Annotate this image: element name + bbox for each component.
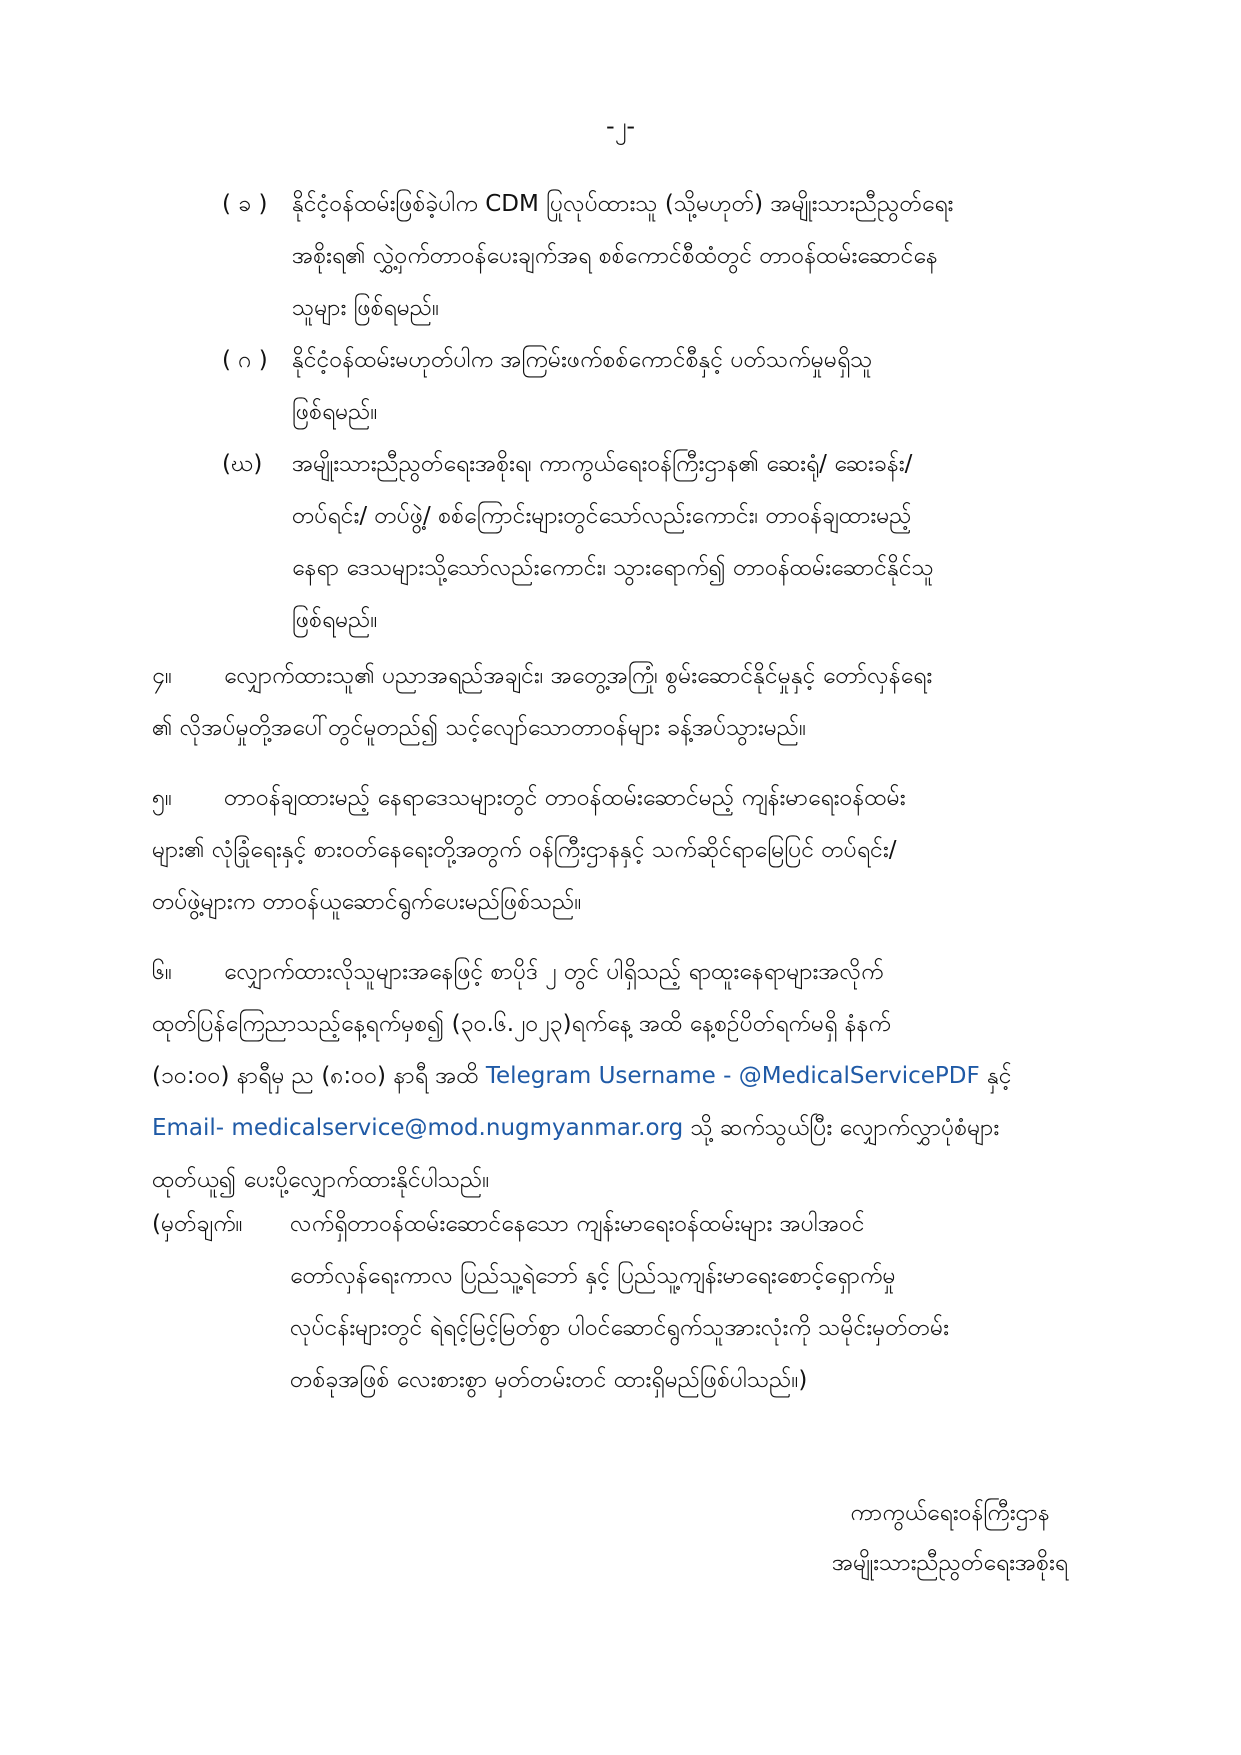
text-line: ဖြစ်ရမည်။ (292, 399, 378, 425)
paragraph-4 (152, 650, 1134, 754)
signature-ministry: ကာကွယ်ရေးဝန်ကြီးဌာန (850, 1500, 1050, 1526)
text-line: သူများ ဖြစ်ရမည်။ (292, 295, 440, 321)
paragraph-number: ၆။ (152, 959, 172, 985)
text-line: တပ်ဖွဲ့များက တာဝန်ယူဆောင်ရွက်ပေးမည်ဖြစ်သည်။ (152, 889, 582, 915)
signature-government: အမျိုးသားညီညွတ်ရေးအစိုးရ (831, 1550, 1069, 1576)
sub-item-kha (222, 178, 1134, 334)
text-line: နိုင်ငံ့ဝန်ထမ်းမဟုတ်ပါက အကြမ်းဖက်စစ်ကောင်စီနှင့် ပတ်သက်မှုမရှိသူ (292, 347, 873, 373)
sub-item-content (292, 178, 1134, 334)
text-line: ၏ လိုအပ်မှုတို့အပေါ်တွင်မူတည်၍ သင့်လျော်သောတာဝန်များ ခန့်အပ်သွားမည်။ (152, 715, 807, 741)
text-line: Email- medicalservice@mod.nugmyanmar.org သို့ ဆက်သွယ်ပြီး လျှောက်လွှာပုံစံများ (152, 1115, 1000, 1141)
sub-item-content (292, 438, 1134, 646)
text-line: (၁၀:၀၀) နာရီမှ ည (၈:၀၀) နာရီ အထိ Telegram Username - @MedicalServicePDF နှင့် (152, 1063, 1012, 1089)
text-line: ဖြစ်ရမည်။ (292, 607, 378, 633)
note-body (290, 1198, 1134, 1406)
signature-block (760, 1488, 1140, 1588)
sub-item-ga (222, 334, 1134, 438)
sub-item-gha (222, 438, 1134, 646)
paragraph-number: ၅။ (152, 785, 172, 811)
telegram-link[interactable]: Telegram Username - @MedicalServicePDF (485, 1063, 980, 1089)
email-link[interactable]: Email- medicalservice@mod.nugmyanmar.org (152, 1115, 684, 1141)
paragraph-5 (152, 772, 1134, 928)
text-line: ထုတ်ပြန်ကြေညာသည့်နေ့ရက်မှစ၍ (၃၀.၆.၂၀၂၃)ရက်နေ့ အထိ နေ့စဉ်ပိတ်ရက်မရှိ နံနက် (152, 1011, 891, 1037)
text-line: တစ်ခုအဖြစ် လေးစားစွာ မှတ်တမ်းတင် ထားရှိမည်ဖြစ်ပါသည်။) (290, 1367, 808, 1393)
text-line: ၆။ လျှောက်ထားလိုသူများအနေဖြင့် စာပိုဒ် ၂ တွင် ပါရှိသည့် ရာထူးနေရာများအလိုက် (152, 946, 1134, 998)
text-line: တော်လှန်ရေးကာလ ပြည်သူ့ရဲဘော် နှင့် ပြည်သူ့ကျန်းမာရေးစောင့်ရှောက်မှု (290, 1263, 896, 1289)
text-line: ၅။ တာဝန်ချထားမည့် နေရာဒေသများတွင် တာဝန်ထမ်းဆောင်မည့် ကျန်းမာရေးဝန်ထမ်း (152, 772, 1134, 824)
sub-item-marker: ( ဂ ) (222, 347, 268, 373)
text-line: လုပ်ငန်းများတွင် ရဲရင့်မြင့်မြတ်စွာ ပါဝင်ဆောင်ရွက်သူအားလုံးကို သမိုင်းမှတ်တမ်း (290, 1315, 950, 1341)
text-line: လက်ရှိတာဝန်ထမ်းဆောင်နေသော ကျန်းမာရေးဝန်ထမ်းများ အပါအဝင် (290, 1211, 865, 1237)
page-number: -၂- (605, 112, 636, 140)
note-label: (မှတ်ချက်။ (152, 1211, 243, 1237)
sub-item-marker: (ဃ) (222, 451, 263, 477)
text-line: တပ်ရင်း/ တပ်ဖွဲ့/ စစ်ကြောင်းများတွင်သော်လည်းကောင်း၊ တာဝန်ချထားမည့် (292, 503, 912, 529)
text-line: နိုင်ငံ့ဝန်ထမ်းဖြစ်ခဲ့ပါက CDM ပြုလုပ်ထားသူ (သို့မဟုတ်) အမျိုးသားညီညွတ်ရေး (292, 191, 954, 217)
text-line: ၄။ လျှောက်ထားသူ၏ ပညာအရည်အချင်း၊ အတွေ့အကြုံ၊ စွမ်းဆောင်နိုင်မှုနှင့် တော်လှန်ရေး (152, 650, 1134, 702)
paragraph-number: ၄။ (152, 663, 172, 689)
sub-item-marker: ( ခ ) (222, 191, 268, 217)
note-block (152, 1198, 1134, 1406)
paragraph-6 (152, 946, 1134, 1206)
text-line: အမျိုးသားညီညွတ်ရေးအစိုးရ၊ ကာကွယ်ရေးဝန်ကြီးဌာန၏ ဆေးရုံ/ ဆေးခန်း/ (292, 451, 913, 477)
text-line: ထုတ်ယူ၍ ပေးပို့လျှောက်ထားနိုင်ပါသည်။ (152, 1167, 490, 1193)
text-line: နေရာ ဒေသများသို့သော်လည်းကောင်း၊ သွားရောက်၍ တာဝန်ထမ်းဆောင်နိုင်သူ (292, 555, 934, 581)
text-line: အစိုးရ၏ လွှဲ့ဝှက်တာဝန်ပေးချက်အရ စစ်ကောင်စီထံတွင် တာဝန်ထမ်းဆောင်နေ (292, 243, 938, 269)
text-line: များ၏ လုံခြုံရေးနှင့် စားဝတ်နေရေးတို့အတွက် ဝန်ကြီးဌာနနှင့် သက်ဆိုင်ရာမြေပြင် တပ်ရင်း/ (152, 837, 897, 863)
sub-item-content (292, 334, 1134, 438)
